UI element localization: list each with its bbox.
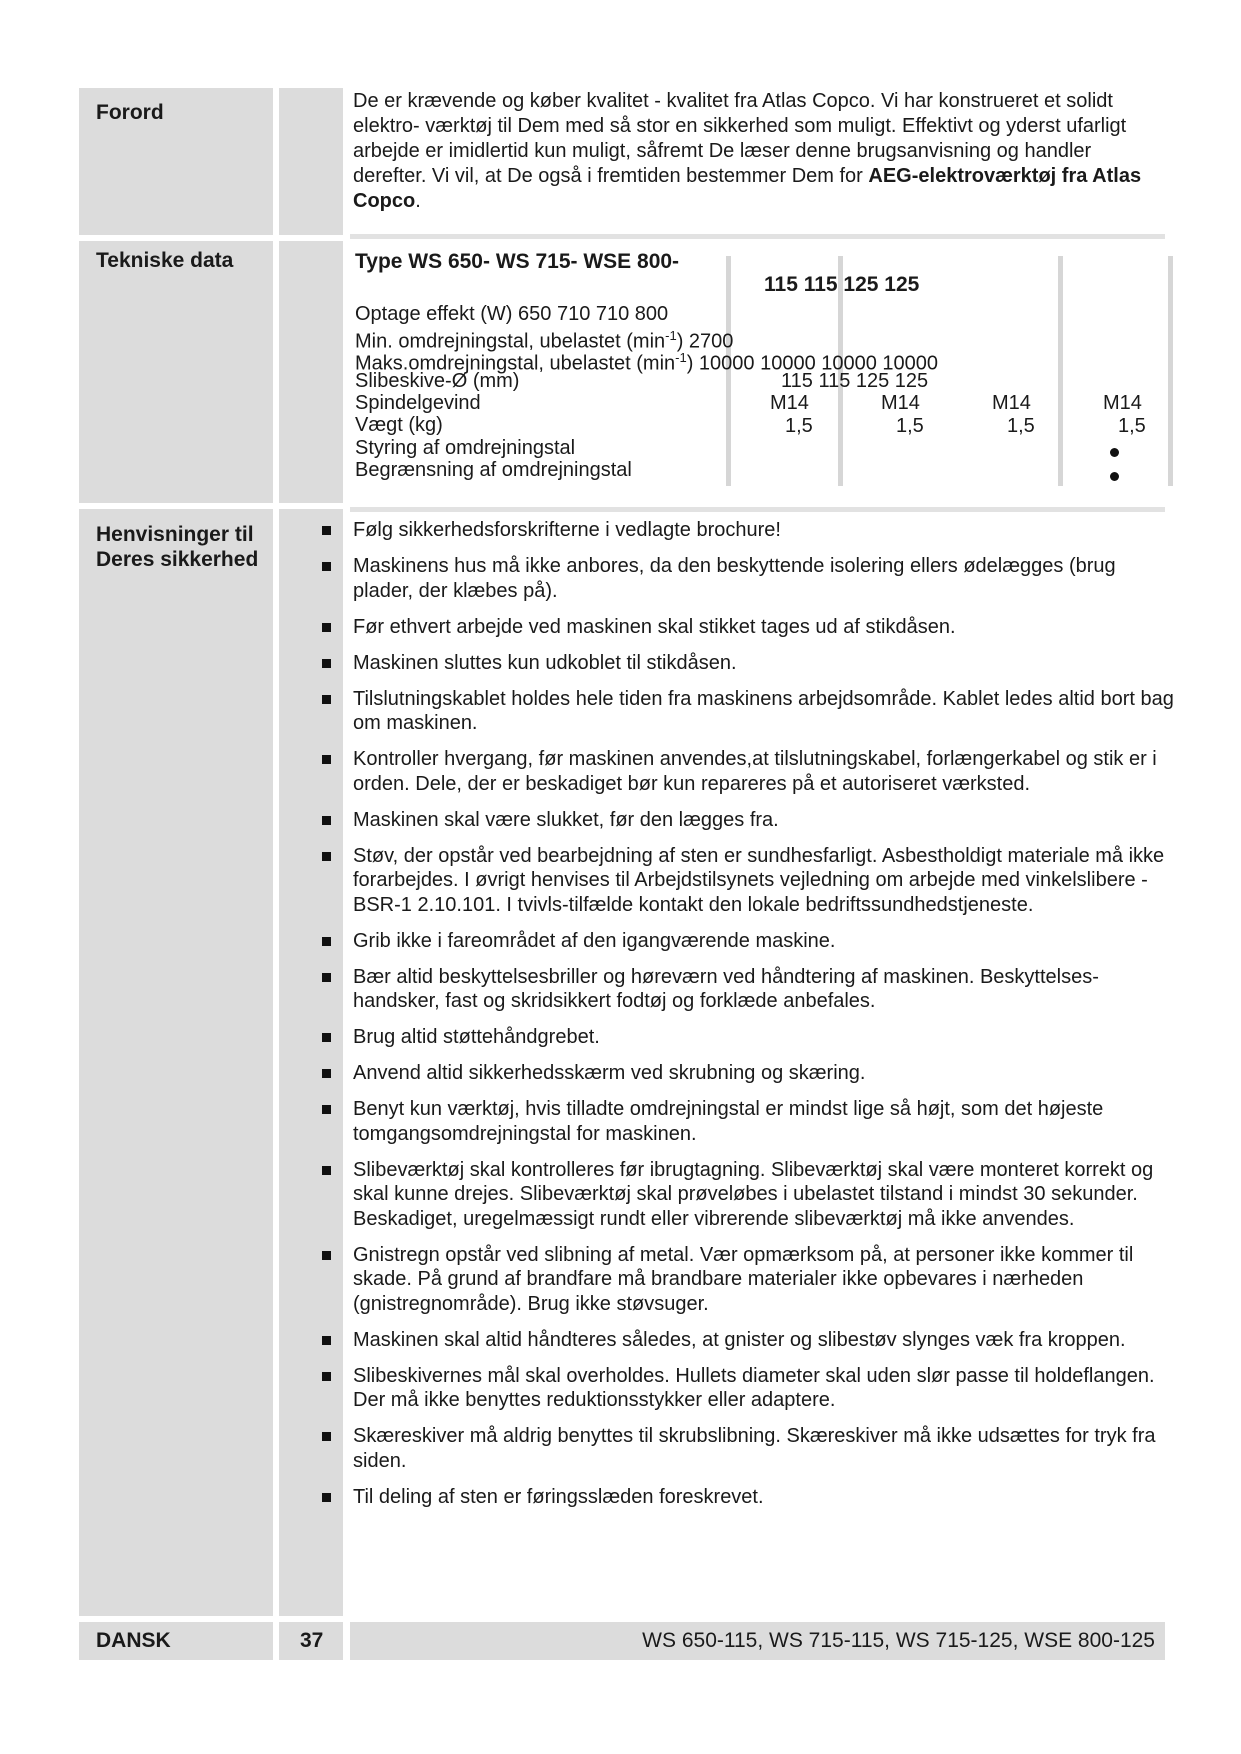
list-item: Grib ikke i fareområdet af den igangværende maskine. bbox=[315, 929, 1177, 954]
technical-gap-cell bbox=[279, 241, 343, 503]
spec-spindle-thread: Spindelgevind bbox=[355, 392, 481, 414]
footer-language: DANSK bbox=[96, 1629, 171, 1652]
technical-title: Tekniske data bbox=[96, 249, 234, 272]
speed-limit-dot bbox=[1110, 472, 1119, 481]
spec-min-speed-exp: -1 bbox=[665, 328, 677, 343]
list-item: Før ethvert arbejde ved maskinen skal stikket tages ud af stikdåsen. bbox=[315, 615, 1177, 640]
safety-list bbox=[315, 518, 1177, 1521]
spec-speed-limit: Begrænsning af omdrejningstal bbox=[355, 459, 632, 481]
spec-max-speed-exp: -1 bbox=[675, 350, 687, 365]
table-column-divider bbox=[1058, 256, 1063, 486]
foreword-title: Forord bbox=[96, 101, 164, 124]
foreword-text bbox=[353, 89, 1165, 214]
spec-max-speed-label: Maks.omdrejningstal, ubelastet (min bbox=[355, 352, 676, 375]
technical-label-cell bbox=[79, 241, 273, 503]
spec-disc-diameter-values: 115 115 125 125 bbox=[781, 370, 929, 392]
spec-min-speed-label: Min. omdrejningstal, ubelastet (min bbox=[355, 330, 666, 353]
list-item: Anvend altid sikkerhedsskærm ved skrubning og skæring. bbox=[315, 1061, 1177, 1086]
list-item: Slibeværktøj skal kontrolleres før ibrugtagning. Slibeværktøj skal være monteret korrekt og skal kunne drejes. Slibeværktøj skal prøveløbes i ubelastet tilstand i mindst 30 sekunder. Beskadiget, uregelmæssigt rundt eller vibrerende slibeværktøj må ikke anvendes. bbox=[315, 1158, 1177, 1232]
list-item: Maskinen sluttes kun udkoblet til stikdåsen. bbox=[315, 651, 1177, 676]
list-item: Brug altid støttehåndgrebet. bbox=[315, 1025, 1177, 1050]
footer-models: WS 650-115, WS 715-115, WS 715-125, WSE 800-125 bbox=[642, 1629, 1155, 1652]
spec-weight: Vægt (kg) bbox=[355, 414, 443, 436]
table-column-divider bbox=[1168, 256, 1173, 486]
safety-label-cell bbox=[79, 509, 273, 1616]
page-number: 37 bbox=[300, 1629, 324, 1652]
weight-value: 1,5 bbox=[785, 415, 813, 437]
foreword-gap-cell bbox=[279, 88, 343, 235]
list-item: Til deling af sten er føringsslæden foreskrevet. bbox=[315, 1485, 1177, 1510]
section-divider bbox=[350, 234, 1165, 239]
list-item: Slibeskivernes mål skal overholdes. Hullets diameter skal uden slør passe til holdeflangen. Der må ikke benyttes reduktionsstykker eller adaptere. bbox=[315, 1364, 1177, 1413]
spec-disc-diameter: Slibeskive-Ø (mm) bbox=[355, 370, 520, 392]
weight-value: 1,5 bbox=[1118, 415, 1146, 437]
spec-power: Optage effekt (W) 650 710 710 800 bbox=[355, 303, 669, 325]
safety-title-line2: Deres sikkerhed bbox=[96, 548, 259, 571]
weight-value: 1,5 bbox=[896, 415, 924, 437]
list-item: Gnistregn opstår ved slibning af metal. Vær opmærksom på, at personer ikke kommer til skade. På grund af brandfare må brandbare materialer ikke opbevares i nærheden (gnistregnområde). Brug ikke støvsuger. bbox=[315, 1243, 1177, 1317]
spec-speed-control: Styring af omdrejningstal bbox=[355, 437, 576, 459]
list-item: Kontroller hvergang, før maskinen anvendes,at tilslutningskabel, forlængerkabel og stik er i orden. Dele, der er beskadiget bør kun repareres på et autoriseret værksted. bbox=[315, 747, 1177, 796]
spec-min-speed-value: ) 2700 bbox=[676, 330, 734, 353]
weight-value: 1,5 bbox=[1007, 415, 1035, 437]
section-divider bbox=[350, 507, 1165, 512]
list-item: Bær altid beskyttelsesbriller og høreværn ved håndtering af maskinen. Beskyttelses-handsker, fast og skridsikkert fodtøj og forklæde anbefales. bbox=[315, 965, 1177, 1014]
list-item: Følg sikkerhedsforskrifterne i vedlagte brochure! bbox=[315, 518, 1177, 543]
list-item: Maskinen skal være slukket, før den lægges fra. bbox=[315, 808, 1177, 833]
list-item: Maskinens hus må ikke anbores, da den beskyttende isolering ellers ødelægges (brug plader, der klæbes på). bbox=[315, 554, 1177, 603]
safety-title-line1: Henvisninger til bbox=[96, 523, 254, 546]
speed-control-dot bbox=[1110, 448, 1119, 457]
technical-type-heading: Type WS 650- WS 715- WSE 800- bbox=[355, 250, 680, 273]
spindle-value: M14 bbox=[770, 392, 809, 414]
foreword-text-end: . bbox=[415, 190, 421, 212]
safety-title bbox=[96, 522, 258, 572]
list-item: Skæreskiver må aldrig benyttes til skrubslibning. Skæreskiver må ikke udsættes for tryk fra siden. bbox=[315, 1424, 1177, 1473]
list-item: Støv, der opstår ved bearbejdning af sten er sundhesfarligt. Asbestholdigt materiale må ikke forarbejdes. I øvrigt henvises til Arbejdstilsynets vejledning om arbejde med vinkelslibere - BSR-1 2.10.101. I tvivls-tilfælde kontakt den lokale bedriftssundhedstjeneste. bbox=[315, 844, 1177, 918]
technical-type-values: 115 115 125 125 bbox=[764, 273, 920, 296]
spindle-value: M14 bbox=[881, 392, 920, 414]
foreword-text-main: De er krævende og køber kvalitet - kvalitet fra Atlas Copco. Vi har konstrueret et solidt elektro- værktøj til Dem med så stor en sikkerhed som muligt. Effektivt og yderst ufarligt arbejde er imidlertid kun muligt, såfremt De læser denne brugsanvisning og handler derefter. Vi vil, at De også i fremtiden bestemmer Dem for bbox=[353, 90, 1127, 187]
spindle-value: M14 bbox=[1103, 392, 1142, 414]
spindle-value: M14 bbox=[992, 392, 1031, 414]
list-item: Tilslutningskablet holdes hele tiden fra maskinens arbejdsområde. Kablet ledes altid bort bag om maskinen. bbox=[315, 687, 1177, 736]
spec-max-speed-value: ) 10000 10000 10000 10000 bbox=[686, 352, 939, 375]
foreword-text-brand: AEG-elektroværktøj fra Atlas Copco bbox=[353, 165, 1142, 212]
list-item: Maskinen skal altid håndteres således, at gnister og slibestøv slynges væk fra kroppen. bbox=[315, 1328, 1177, 1353]
list-item: Benyt kun værktøj, hvis tilladte omdrejningstal er mindst lige så højt, som det højeste tomgangsomdrejningstal for maskinen. bbox=[315, 1097, 1177, 1146]
